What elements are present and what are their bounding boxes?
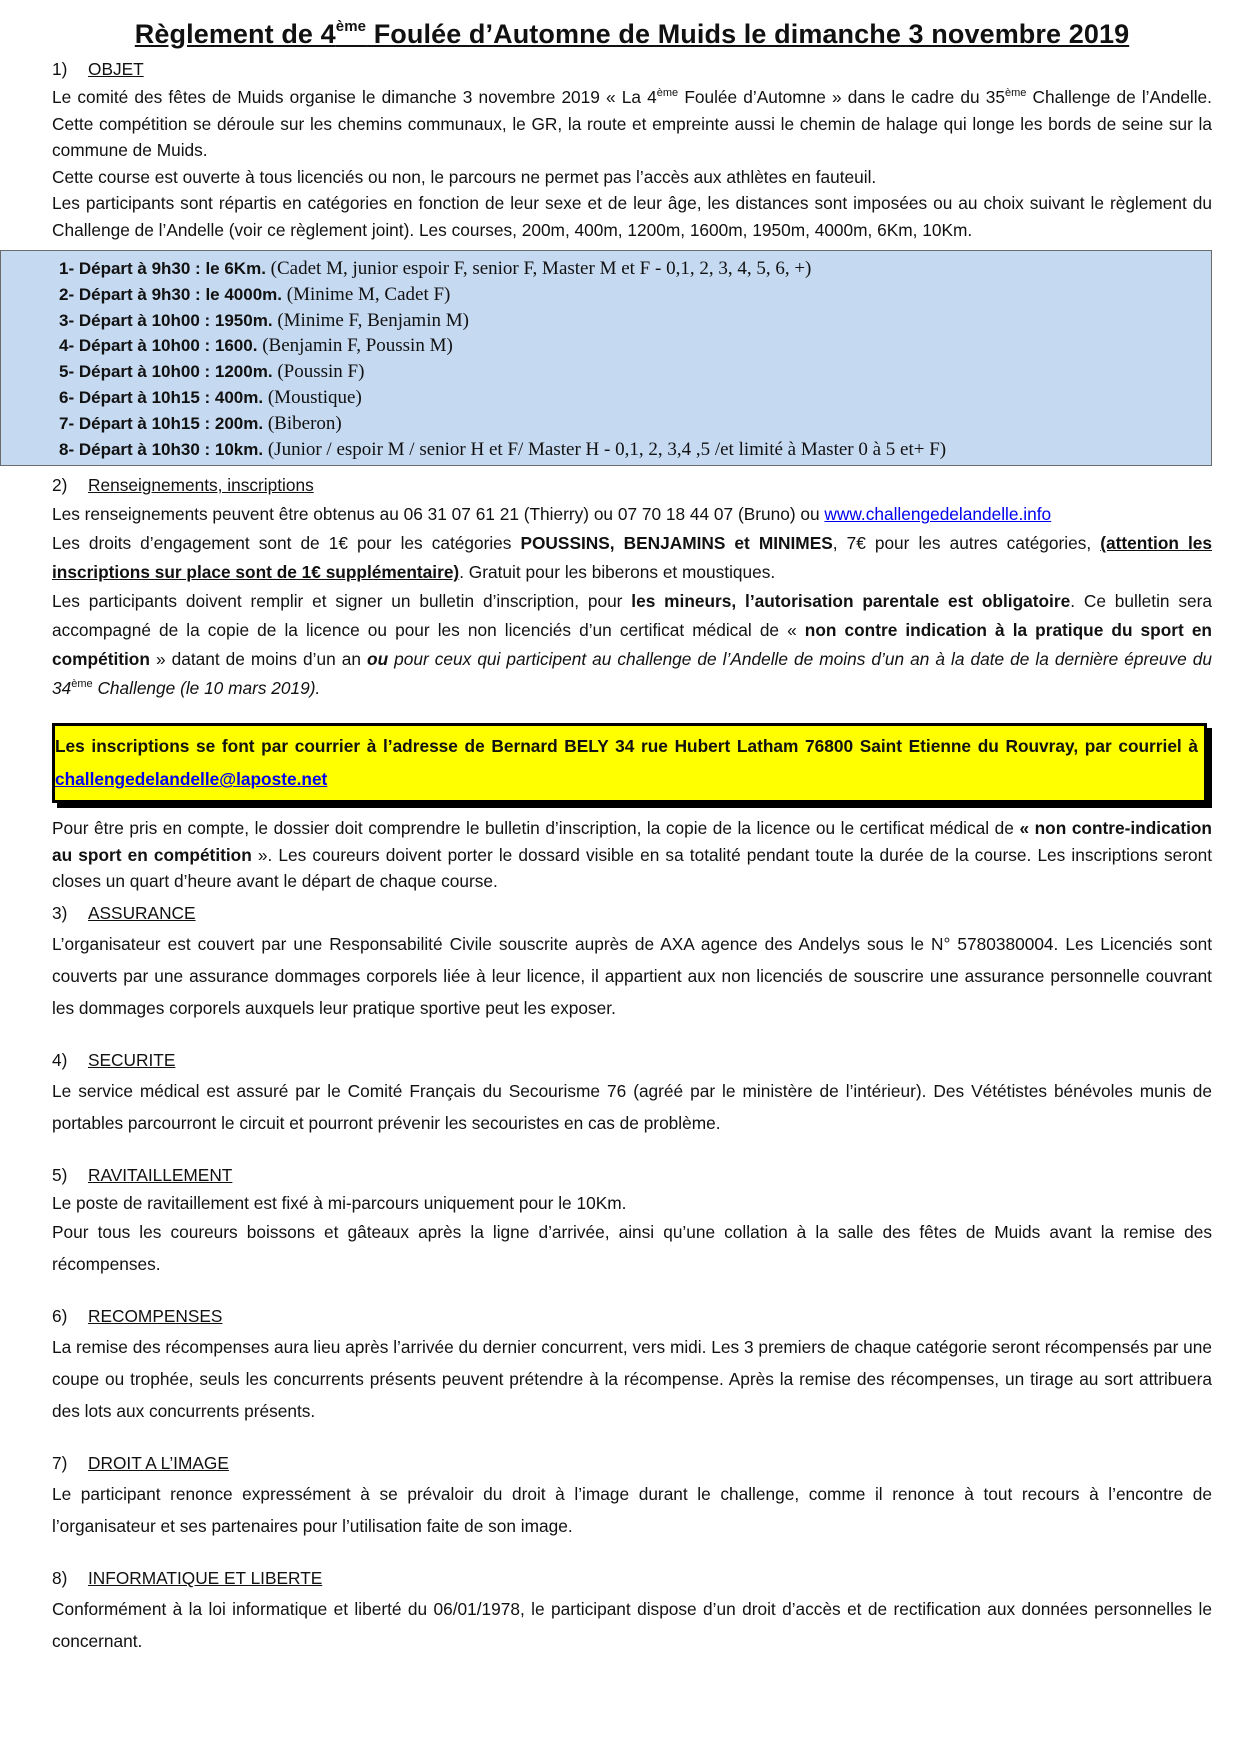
depart-head: 4- Départ à 10h00 : 1600. <box>59 336 258 356</box>
depart-head: 6- Départ à 10h15 : 400m. <box>59 387 264 407</box>
page-title <box>52 10 1212 51</box>
depart-description: (Cadet M, junior espoir F, senior F, Master M et F - 0,1, 2, 3, 4, 5, 6, +) <box>265 258 812 279</box>
depart-description: (Benjamin F, Poussin M) <box>257 335 453 357</box>
renseignements-bulletin: Les participants doivent remplir et signer un bulletin d’inscription, pour les mineurs, l’autorisation parentale est obligatoire. Ce bulletin sera accompagné de la copie de la licence ou pour les non licenciés d’un certificat médical de « non contre indication à la pratique du sport en compétition » datant de moins d’un an ou pour ceux qui participent au challenge de l’Andelle de moins d’un an à la date de la dernière épreuve du 34ème Challenge (le 10 mars 2019). <box>52 591 1213 699</box>
section-heading-renseignements: 2) Renseignements, inscriptions <box>52 475 314 496</box>
depart-row <box>1 437 1211 463</box>
depart-head: 7- Départ à 10h15 : 200m. <box>59 413 264 433</box>
objet-paragraph-3: Les participants sont répartis en catégories en fonction de leur sexe et de leur âge, les distances sont imposées ou au choix suivant le règlement du Challenge de l’Andelle (voir ce règlement joint). Les courses, 200m, 400m, 1200m, 1600m, 1950m, 4000m, 6Km, 10Km. <box>52 193 1212 240</box>
depart-row <box>1 411 1211 437</box>
section-heading-ravitaillement: 5) RAVITAILLEMENT <box>52 1164 233 1185</box>
depart-head: 5- Départ à 10h00 : 1200m. <box>59 362 273 382</box>
depart-head: 3- Départ à 10h00 : 1950m. <box>59 310 273 330</box>
inscriptions-text: Les inscriptions se font par courrier à l’adresse de Bernard BELY 34 rue Hubert Latham 76800 Saint Etienne du Rouvray, par courriel à challengedelandelle@laposte.net <box>55 736 1198 790</box>
depart-row <box>1 256 1211 282</box>
ravitaillement-paragraph-1: Le poste de ravitaillement est fixé à mi-parcours uniquement pour le 10Km. <box>52 1192 627 1213</box>
section-heading-objet: 1) OBJET <box>52 59 144 79</box>
assurance-paragraph: L’organisateur est couvert par une Responsabilité Civile souscrite auprès de AXA agence des Andelys sous le N° 5780380004. Les Licenciés sont couverts par une assurance dommages corporels liée à leur licence, il appartient aux non licenciés de souscrire une assurance personnelle couvrant les dommages corporels auxquels leur pratique sportive peut les exposer. <box>52 933 1212 1018</box>
securite-paragraph: Le service médical est assuré par le Comité Français du Secourisme 76 (agréé par le ministère de l’intérieur). Des Vététistes bénévoles munis de portables parcourront le circuit et pourront prévenir les secouristes en cas de problème. <box>52 1080 1212 1133</box>
inscriptions-box <box>52 723 1207 803</box>
depart-row <box>1 282 1211 308</box>
depart-head: 1- Départ à 9h30 : le 6Km. <box>59 259 266 278</box>
email-link[interactable]: challengedelandelle@laposte.net <box>55 769 328 790</box>
depart-description: (Biberon) <box>263 412 342 434</box>
section-heading-informatique: 8) INFORMATIQUE ET LIBERTE <box>52 1568 323 1589</box>
objet-paragraph-2: Cette course est ouverte à tous licenciés ou non, le parcours ne permet pas l’accès aux athlètes en fauteuil. <box>52 166 877 187</box>
objet-paragraph-1: Le comité des fêtes de Muids organise le dimanche 3 novembre 2019 « La 4ème Foulée d’Automne » dans le cadre du 35ème Challenge de l’Andelle. Cette compétition se déroule sur les chemins communaux, le GR, la route et empreinte aussi le chemin de halage qui longe les bords de seine sur la commune de Muids. <box>52 87 1212 160</box>
section-heading-recompenses: 6) RECOMPENSES <box>52 1306 223 1327</box>
depart-row <box>1 385 1211 411</box>
depart-description: (Minime M, Cadet F) <box>282 283 451 305</box>
dossier-paragraph: Pour être pris en compte, le dossier doit comprendre le bulletin d’inscription, la copie de la licence ou le certificat médical de « non contre-indication au sport en compétition ». Les coureurs doivent porter le dossard visible en sa totalité pendant toute la durée de la course. Les inscriptions seront closes un quart d’heure avant le départ de chaque course. <box>52 818 1212 892</box>
depart-description: (Minime F, Benjamin M) <box>272 309 469 331</box>
droit-image-paragraph: Le participant renonce expressément à se prévaloir du droit à l’image durant le challenge, comme il renonce à tout recours à l’encontre de l’organisateur et ses partenaires pour l’utilisation faite de son image. <box>52 1484 1212 1537</box>
depart-head: 2- Départ à 9h30 : le 4000m. <box>59 284 283 304</box>
section-heading-securite: 4) SECURITE <box>52 1049 176 1070</box>
depart-description: (Moustique) <box>263 386 362 408</box>
departs-box <box>0 250 1212 466</box>
renseignements-contact: Les renseignements peuvent être obtenus au 06 31 07 61 21 (Thierry) ou 07 70 18 44 07 (Bruno) ou www.challengedelandelle.info <box>52 504 1052 525</box>
depart-description: (Junior / espoir M / senior H et F/ Master H - 0,1, 2, 3,4 ,5 /et limité à Master 0 à 5 et+ F) <box>263 438 947 460</box>
depart-row <box>1 333 1211 359</box>
title-text-2: Foulée d’Automne de Muids le dimanche 3 novembre 2019 <box>366 19 1130 49</box>
document-page <box>52 0 1212 1657</box>
renseignements-droits: Les droits d’engagement sont de 1€ pour les catégories POUSSINS, BENJAMINS et MINIMES, 7€ pour les autres catégories, (attention les inscriptions sur place sont de 1€ supplémentaire). Gratuit pour les biberons et moustiques. <box>52 533 1212 583</box>
title-sup: ème <box>335 18 367 35</box>
depart-row <box>1 359 1211 385</box>
section-heading-assurance: 3) ASSURANCE <box>52 902 196 923</box>
informatique-paragraph: Conformément à la loi informatique et liberté du 06/01/1978, le participant dispose d’un droit d’accès et de rectification aux données personnelles le concernant. <box>52 1599 1212 1652</box>
title-text: Règlement de 4 <box>134 19 336 49</box>
ravitaillement-paragraph-2: Pour tous les coureurs boissons et gâteaux après la ligne d’arrivée, ainsi qu’une collation à la salle des fêtes de Muids avant la remise des récompenses. <box>52 1222 1212 1275</box>
challenge-website-link[interactable]: www.challengedelandelle.info <box>824 504 1052 525</box>
depart-description: (Poussin F) <box>272 361 365 383</box>
depart-head: 8- Départ à 10h30 : 10km. <box>59 439 264 459</box>
depart-row <box>1 308 1211 334</box>
recompenses-paragraph: La remise des récompenses aura lieu après l’arrivée du dernier concurrent, vers midi. Les 3 premiers de chaque catégorie seront récompensés par une coupe ou trophée, seuls les concurrents présents peuvent prétendre à la récompense. Après la remise des récompenses, un tirage au sort attribuera des lots aux concurrents présents. <box>52 1337 1212 1422</box>
section-heading-droit-image: 7) DROIT A L’IMAGE <box>52 1453 229 1474</box>
